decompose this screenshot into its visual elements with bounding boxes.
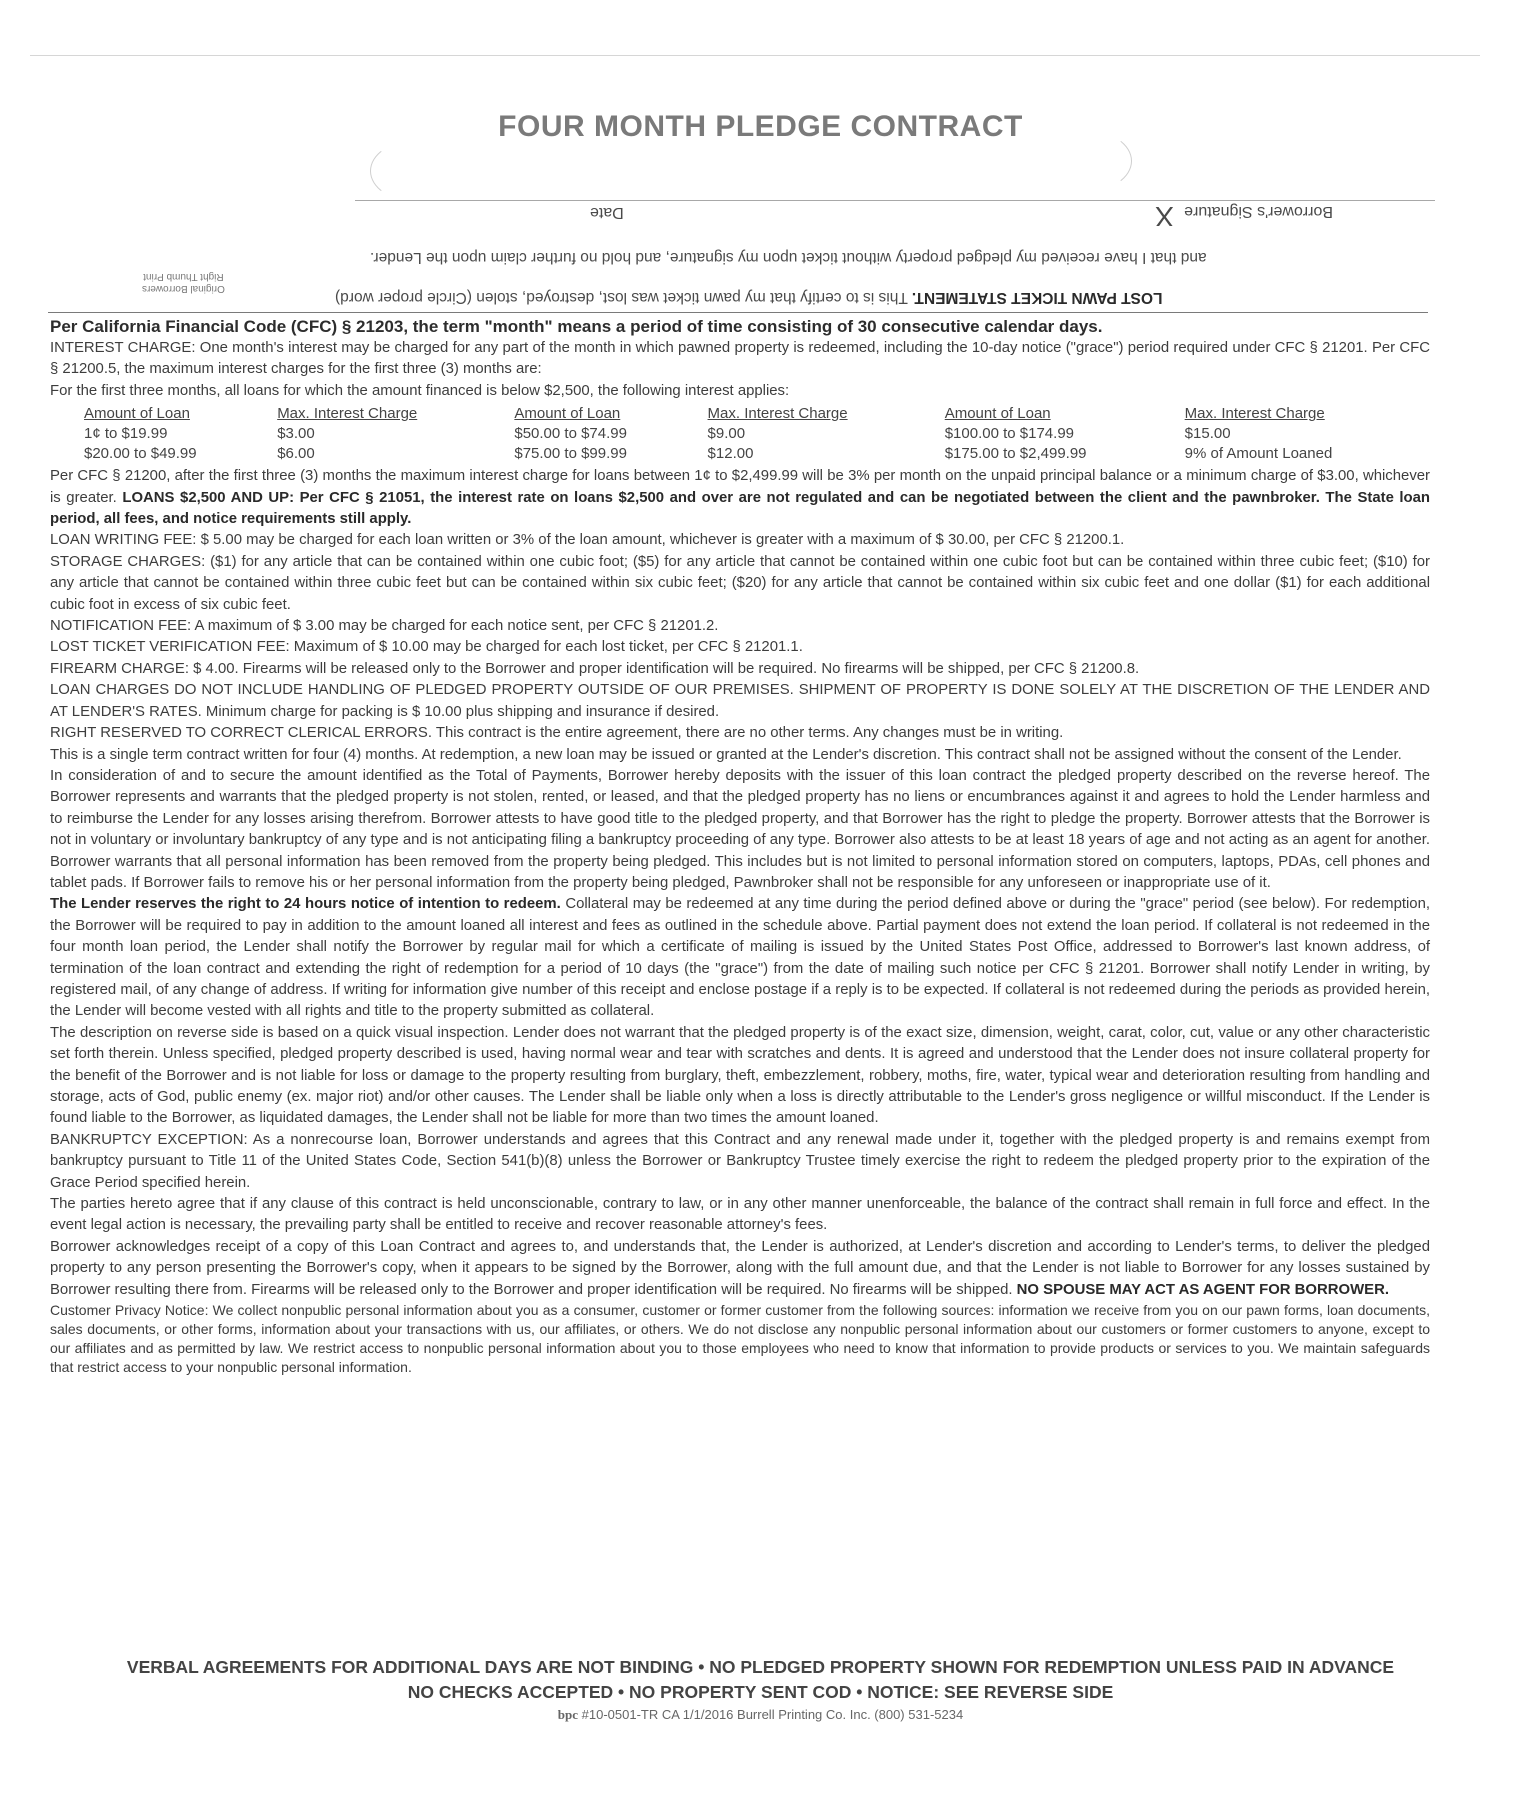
table-cell: $20.00 to $49.99	[84, 445, 197, 463]
thumb-print-label	[142, 270, 225, 294]
table-cell: $9.00	[707, 425, 746, 443]
loans-2500-and-up: LOANS $2,500 AND UP: Per CFC § 21051, the interest rate on loans $2,500 and over are not regulated and can be negotiated between the client and the pawnbroker. The State loan period, all fees, and notice requirements still apply.	[50, 489, 1431, 528]
table-cell: $175.00 to $2,499.99	[944, 445, 1087, 463]
interest-rate-table	[80, 404, 1430, 464]
printer-logo: bpc	[557, 1707, 579, 1722]
lost-pawn-text: This is to certify that my pawn ticket was lost, destroyed, stolen (Circle proper word)	[335, 289, 908, 306]
privacy-notice: Customer Privacy Notice: We collect nonpublic personal information about you as a consumer, customer or former customer from the following sources: information we receive from you on our pawn forms, loan documents, sales documents, or other forms, information about your transactions with us, our affiliates, or others. We do not disclose any nonpublic personal information about our customers or former customers to anyone, except to our affiliates and as permitted by law. We restrict access to nonpublic personal information about you to those employees who need to know that information to provide products or services to you. We maintain safeguards that restrict access to your nonpublic personal information.	[50, 1302, 1430, 1376]
lost-pawn-statement	[335, 288, 1162, 306]
printer-code: #10-0501-TR CA 1/1/2016 Burrell Printing Co. Inc. (800) 531-5234	[581, 1707, 964, 1722]
description-clause: The description on reverse side is based on a quick visual inspection. Lender does not warrant that the pledged property is of the exact size, dimension, weight, carat, color, cut, value or any other characteristic set forth therein. Unless specified, pledged property described is used, having normal wear and tear with scratches and dents. It is agreed and understood that the Lender does not insure collateral property for the benefit of the Borrower and is not liable for loss or damage to the property resulting from burglary, theft, embezzlement, robbery, moths, fire, water, typical wear and deterioration resulting from handling and storage, acts of God, public enemy (ex. major riot) and/or other causes. The Lender shall be liable only when a loss is directly attributable to the Lender's gross negligence or willful misconduct. If the Lender is found liable to the Borrower, as liquidated damages, the Lender shall not be liable for more than two times the amount loaned.	[50, 1024, 1430, 1127]
handling-clause: LOAN CHARGES DO NOT INCLUDE HANDLING OF PLEDGED PROPERTY OUTSIDE OF OUR PREMISES. SHIPMENT OF PROPERTY IS DONE SOLELY AT THE DISCRETION OF THE LENDER AND AT LENDER'S RATES. Minimum charge for packing is $ 10.00 plus shipping and insurance if desired.	[50, 682, 1430, 720]
table-cell: $3.00	[277, 425, 315, 443]
borrower-signature-text: Borrower's Signature	[1184, 203, 1334, 220]
single-term-clause: This is a single term contract written for four (4) months. At redemption, a new loan may be issued or granted at the Lender's discretion. This contract shall not be assigned without the consent of the Lender.	[50, 746, 1402, 763]
table-cell: $75.00 to $99.99	[514, 445, 627, 463]
table-cell: 1¢ to $19.99	[84, 425, 168, 443]
acknowledgement-clause	[50, 1237, 1430, 1301]
lost-pawn-label: LOST PAWN TICKET STATEMENT.	[911, 289, 1163, 306]
redemption-clause	[50, 894, 1430, 1022]
severability-clause: The parties hereto agree that if any clause of this contract is held unconscionable, contrary to law, or in any other manner unenforceable, the balance of the contract shall remain in full force and effect. In the event legal action is necessary, the prevailing party shall be entitled to receive and recover reasonable attorney's fees.	[50, 1196, 1430, 1234]
table-cell: $6.00	[277, 445, 315, 463]
date-label: Date	[590, 204, 624, 221]
contract-body	[50, 316, 1430, 1377]
column-header-charge: Max. Interest Charge	[277, 405, 418, 423]
column-header-charge: Max. Interest Charge	[1184, 405, 1325, 423]
consideration-clause: In consideration of and to secure the amount identified as the Total of Payments, Borrower hereby deposits with the issuer of this loan contract the pledged property described on the reverse hereof. The Borrower represents and warrants that the pledged property is not stolen, rented, or leased, and that the pledged property has no liens or encumbrances against it and agrees to hold the Lender harmless and to reimburse the Lender for any losses arising therefrom. Borrower attests to have good title to the pledged property, and that Borrower has the right to pledge the property. Borrower attests that the Borrower is not in voluntary or involuntary bankruptcy of any type and is not anticipating filing a bankruptcy proceeding of any type. Borrower also attests to be at least 18 years of age and not acting as an agent for another. Borrower warrants that all personal information has been removed from the property being pledged. This includes but is not limited to personal information stored on computers, laptops, PDAs, cell phones and tablet pads. If Borrower fails to remove his or her personal information from the property being pledged, Pawnbroker shall not be responsible for any unforeseen or inappropriate use of it.	[50, 767, 1430, 891]
after-three-text: Per CFC § 21200, after the first three (3) months the maximum interest charge for loans between 1¢ to $2,499.99 will be 3% per month on the unpaid principal balance or a minimum charge of $3.00, whichever is greater.	[50, 468, 1430, 506]
redeem-notice-bold: The Lender reserves the right to 24 hours notice of intention to redeem.	[50, 896, 561, 913]
table-cell: $100.00 to $174.99	[944, 425, 1075, 443]
loan-writing-fee: LOAN WRITING FEE: $ 5.00 may be charged for each loan written or 3% of the loan amount, whichever is greater with a maximum of $ 30.00, per CFC § 21200.1.	[50, 532, 1125, 549]
after-three-months	[50, 466, 1430, 530]
lost-ticket-fee: LOST TICKET VERIFICATION FEE: Maximum of $ 10.00 may be charged for each lost ticket, per CFC § 21201.1.	[50, 639, 803, 656]
footer-notice-2: NO CHECKS ACCEPTED • NO PROPERTY SENT COD • NOTICE: SEE REVERSE SIDE	[407, 1682, 1114, 1702]
right-reserved: RIGHT RESERVED TO CORRECT CLERICAL ERRORS. This contract is the entire agreement, there are no other terms. Any changes must be in writing.	[50, 725, 1064, 742]
bankruptcy-exception: BANKRUPTCY EXCEPTION: As a nonrecourse loan, Borrower understands and agrees that this Contract and any renewal made under it, together with the pledged property is and remains exempt from bankruptcy pursuant to Title 11 of the United States Code, Section 541(b)(8) unless the Borrower or Bankruptcy Trustee timely exercise the right to redeem the pledged property prior to the expiration of the Grace Period specified herein.	[50, 1131, 1430, 1191]
footer-notice-1: VERBAL AGREEMENTS FOR ADDITIONAL DAYS ARE NOT BINDING • NO PLEDGED PROPERTY SHOWN FOR REDEMPTION UNLESS PAID IN ADVANCE	[126, 1657, 1395, 1677]
received-statement: and that I have received my pledged property without ticket upon my signature, and hold no further claim upon the Lender.	[370, 249, 1207, 266]
contract-title: FOUR MONTH PLEDGE CONTRACT	[498, 110, 1023, 143]
redemption-text: Collateral may be redeemed at any time during the period defined above or during the "grace" period (see below). For redemption, the Borrower will be required to pay in addition to the amount loaned all interest and fees as outlined in the schedule above. Partial payment does not extend the loan period. If collateral is not redeemed in the four month loan period, the Lender shall notify the Borrower by regular mail for which a certificate of mailing is issued by the United States Post Office, addressed to Borrower's last known address, of termination of the loan contract and extending the right of redemption for a period of 10 days (the "grace") from the date of mailing such notice per CFC § 21201. Borrower shall notify Lender in writing, by registered mail, of any change of address. If writing for information give number of this receipt and enclose postage if a reply is to be expected. If collateral is not redeemed during the periods as provided herein, the Lender will become vested with all rights and title to the property submitted as collateral.	[50, 896, 1431, 1020]
storage-charges: STORAGE CHARGES: ($1) for any article that can be contained within one cubic foot; ($5) for any article that cannot be contained within one cubic foot but can be contained within three cubic feet; ($10) for any article that cannot be contained within three cubic feet but can be contained within six cubic feet; ($20) for any article that cannot be contained within six cubic feet and one dollar ($1) for each additional cubic foot in excess of six cubic feet.	[50, 553, 1430, 613]
column-header-amount: Amount of Loan	[514, 405, 621, 423]
firearm-charge: FIREARM CHARGE: $ 4.00. Firearms will be released only to the Borrower and proper identification will be required. No firearms will be shipped, per CFC § 21200.8.	[50, 660, 1140, 677]
month-definition: Per California Financial Code (CFC) § 21203, the term "month" means a period of time consisting of 30 consecutive calendar days.	[50, 317, 1103, 336]
column-header-amount: Amount of Loan	[84, 405, 190, 423]
table-cell: $50.00 to $74.99	[514, 425, 627, 443]
table-cell: 9% of Amount Loaned	[1184, 445, 1333, 463]
scan-edge-line	[30, 55, 1480, 56]
table-header-row	[80, 404, 1430, 424]
table-row	[80, 444, 1430, 464]
first-three-months: For the first three months, all loans for which the amount financed is below $2,500, the following interest applies:	[50, 382, 790, 399]
decorative-arc-right	[1040, 130, 1132, 192]
column-header-amount: Amount of Loan	[944, 405, 1051, 423]
borrower-signature-label	[1155, 200, 1333, 232]
thumb-line-1: Original Borrowers	[142, 283, 225, 294]
interest-charge: INTEREST CHARGE: One month's interest may be charged for any part of the month in which pawned property is redeemed, including the 10-day notice ("grace") period required under CFC § 21201. Per CFC § 21200.5, the maximum interest charges for the first three (3) months are:	[50, 340, 1430, 378]
printer-info	[0, 1707, 1521, 1723]
signature-x-mark: X	[1155, 201, 1174, 232]
table-cell: $15.00	[1184, 425, 1231, 443]
header-divider	[48, 312, 1428, 313]
column-header-charge: Max. Interest Charge	[707, 405, 848, 423]
table-row	[80, 424, 1430, 444]
decorative-arc-left	[370, 140, 462, 202]
acknowledgement-text: Borrower acknowledges receipt of a copy of this Loan Contract and agrees to, and understands that, the Lender is authorized, at Lender's discretion and according to Lender's terms, to deliver the pledged property to any person presenting the Borrower's copy, when it appears to be signed by the Borrower, along with the full amount due, and that the Lender is not liable to Borrower for any losses sustained by Borrower resulting there from. Firearms will be released only to the Borrower and proper identification will be required. No firearms will be shipped.	[50, 1238, 1430, 1298]
thumb-line-2: Right Thumb Print	[143, 271, 224, 282]
notification-fee: NOTIFICATION FEE: A maximum of $ 3.00 may be charged for each notice sent, per CFC § 21201.2.	[50, 618, 719, 635]
no-spouse-notice: NO SPOUSE MAY ACT AS AGENT FOR BORROWER.	[1016, 1281, 1389, 1298]
table-cell: $12.00	[707, 445, 754, 463]
